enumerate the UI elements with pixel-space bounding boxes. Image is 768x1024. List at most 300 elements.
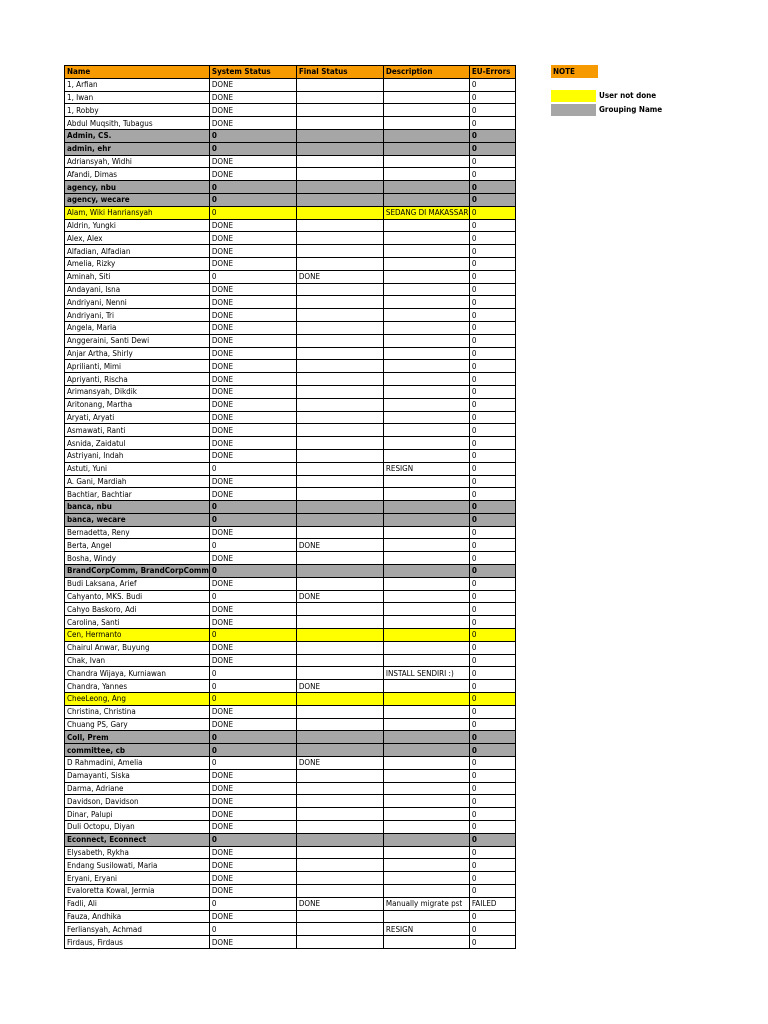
cell-final-status[interactable]	[296, 859, 383, 872]
cell-name[interactable]: Chuang PS, Gary	[65, 718, 210, 731]
cell-final-status[interactable]	[296, 129, 383, 142]
cell-eu-errors[interactable]: 0	[469, 321, 515, 334]
cell-eu-errors[interactable]: 0	[469, 411, 515, 424]
cell-eu-errors[interactable]: 0	[469, 424, 515, 437]
cell-system-status[interactable]: DONE	[209, 782, 296, 795]
cell-name[interactable]: Adriansyah, Widhi	[65, 155, 210, 168]
cell-name[interactable]: Aritonang, Martha	[65, 398, 210, 411]
cell-system-status[interactable]: 0	[209, 270, 296, 283]
cell-name[interactable]: Anjar Artha, Shirly	[65, 347, 210, 360]
cell-system-status[interactable]: 0	[209, 693, 296, 706]
cell-name[interactable]: Chandra, Yannes	[65, 680, 210, 693]
cell-eu-errors[interactable]: FAILED	[469, 897, 515, 910]
cell-final-status[interactable]	[296, 718, 383, 731]
cell-eu-errors[interactable]: 0	[469, 795, 515, 808]
cell-name[interactable]: Davidson, Davidson	[65, 795, 210, 808]
cell-final-status[interactable]	[296, 769, 383, 782]
cell-description[interactable]	[383, 283, 469, 296]
cell-final-status[interactable]	[296, 565, 383, 578]
cell-name[interactable]: Andriyani, Nenni	[65, 296, 210, 309]
cell-system-status[interactable]: DONE	[209, 769, 296, 782]
cell-eu-errors[interactable]: 0	[469, 219, 515, 232]
cell-name[interactable]: Andriyani, Tri	[65, 309, 210, 322]
cell-name[interactable]: Bernadetta, Reny	[65, 526, 210, 539]
cell-name[interactable]: Admin, CS.	[65, 129, 210, 142]
cell-name[interactable]: Cahyo Baskoro, Adi	[65, 603, 210, 616]
cell-description[interactable]	[383, 129, 469, 142]
cell-name[interactable]: BrandCorpComm, BrandCorpComm	[65, 565, 210, 578]
cell-system-status[interactable]: DONE	[209, 437, 296, 450]
cell-eu-errors[interactable]: 0	[469, 577, 515, 590]
cell-name[interactable]: Elysabeth, Rykha	[65, 846, 210, 859]
cell-eu-errors[interactable]: 0	[469, 641, 515, 654]
cell-final-status[interactable]	[296, 488, 383, 501]
cell-description[interactable]: Manually migrate pst	[383, 897, 469, 910]
cell-final-status[interactable]	[296, 552, 383, 565]
header-description[interactable]: Description	[383, 66, 469, 79]
cell-final-status[interactable]	[296, 936, 383, 949]
cell-eu-errors[interactable]: 0	[469, 513, 515, 526]
cell-description[interactable]	[383, 603, 469, 616]
cell-description[interactable]	[383, 193, 469, 206]
cell-name[interactable]: Afandi, Dimas	[65, 168, 210, 181]
cell-eu-errors[interactable]: 0	[469, 603, 515, 616]
cell-name[interactable]: banca, wecare	[65, 513, 210, 526]
cell-system-status[interactable]: 0	[209, 744, 296, 757]
cell-description[interactable]	[383, 245, 469, 258]
cell-system-status[interactable]: 0	[209, 193, 296, 206]
cell-eu-errors[interactable]: 0	[469, 590, 515, 603]
cell-description[interactable]	[383, 680, 469, 693]
cell-name[interactable]: Alam, Wiki Hanriansyah	[65, 206, 210, 219]
cell-system-status[interactable]: DONE	[209, 117, 296, 130]
cell-eu-errors[interactable]: 0	[469, 693, 515, 706]
cell-description[interactable]	[383, 334, 469, 347]
cell-final-status[interactable]	[296, 78, 383, 91]
cell-eu-errors[interactable]: 0	[469, 846, 515, 859]
cell-name[interactable]: Darma, Adriane	[65, 782, 210, 795]
cell-system-status[interactable]: DONE	[209, 155, 296, 168]
cell-final-status[interactable]	[296, 501, 383, 514]
cell-system-status[interactable]: 0	[209, 129, 296, 142]
cell-description[interactable]	[383, 872, 469, 885]
cell-eu-errors[interactable]: 0	[469, 334, 515, 347]
cell-final-status[interactable]	[296, 385, 383, 398]
cell-name[interactable]: D Rahmadini, Amelia	[65, 757, 210, 770]
cell-description[interactable]	[383, 577, 469, 590]
cell-eu-errors[interactable]: 0	[469, 449, 515, 462]
cell-system-status[interactable]: DONE	[209, 232, 296, 245]
cell-name[interactable]: Carolina, Santi	[65, 616, 210, 629]
cell-eu-errors[interactable]: 0	[469, 104, 515, 117]
cell-eu-errors[interactable]: 0	[469, 437, 515, 450]
cell-eu-errors[interactable]: 0	[469, 821, 515, 834]
cell-system-status[interactable]: DONE	[209, 360, 296, 373]
cell-name[interactable]: Fadli, Ali	[65, 897, 210, 910]
cell-description[interactable]	[383, 616, 469, 629]
cell-description[interactable]	[383, 641, 469, 654]
cell-name[interactable]: Angela, Maria	[65, 321, 210, 334]
cell-description[interactable]	[383, 885, 469, 898]
cell-eu-errors[interactable]: 0	[469, 270, 515, 283]
cell-final-status[interactable]	[296, 667, 383, 680]
cell-description[interactable]	[383, 654, 469, 667]
cell-final-status[interactable]: DONE	[296, 757, 383, 770]
cell-description[interactable]	[383, 846, 469, 859]
cell-name[interactable]: banca, nbu	[65, 501, 210, 514]
cell-description[interactable]	[383, 181, 469, 194]
cell-system-status[interactable]: DONE	[209, 449, 296, 462]
cell-final-status[interactable]: DONE	[296, 539, 383, 552]
cell-final-status[interactable]	[296, 449, 383, 462]
cell-description[interactable]	[383, 398, 469, 411]
cell-name[interactable]: 1, Arfian	[65, 78, 210, 91]
cell-name[interactable]: Asnida, Zaidatul	[65, 437, 210, 450]
cell-eu-errors[interactable]: 0	[469, 885, 515, 898]
cell-eu-errors[interactable]: 0	[469, 539, 515, 552]
cell-eu-errors[interactable]: 0	[469, 667, 515, 680]
cell-description[interactable]	[383, 296, 469, 309]
cell-final-status[interactable]	[296, 885, 383, 898]
cell-system-status[interactable]: 0	[209, 897, 296, 910]
cell-system-status[interactable]: 0	[209, 833, 296, 846]
cell-eu-errors[interactable]: 0	[469, 296, 515, 309]
cell-eu-errors[interactable]: 0	[469, 168, 515, 181]
cell-system-status[interactable]: 0	[209, 142, 296, 155]
cell-final-status[interactable]	[296, 117, 383, 130]
cell-description[interactable]	[383, 475, 469, 488]
cell-final-status[interactable]	[296, 155, 383, 168]
cell-name[interactable]: Chandra Wijaya, Kurniawan	[65, 667, 210, 680]
cell-description[interactable]	[383, 821, 469, 834]
cell-system-status[interactable]: 0	[209, 501, 296, 514]
cell-name[interactable]: Dinar, Palupi	[65, 808, 210, 821]
cell-system-status[interactable]: 0	[209, 731, 296, 744]
cell-description[interactable]	[383, 757, 469, 770]
cell-system-status[interactable]: DONE	[209, 104, 296, 117]
cell-name[interactable]: agency, wecare	[65, 193, 210, 206]
cell-final-status[interactable]	[296, 833, 383, 846]
cell-description[interactable]	[383, 808, 469, 821]
cell-system-status[interactable]: 0	[209, 667, 296, 680]
header-final-status[interactable]: Final Status	[296, 66, 383, 79]
cell-description[interactable]	[383, 769, 469, 782]
cell-system-status[interactable]: DONE	[209, 385, 296, 398]
cell-final-status[interactable]	[296, 206, 383, 219]
cell-final-status[interactable]	[296, 923, 383, 936]
cell-description[interactable]	[383, 232, 469, 245]
cell-description[interactable]	[383, 590, 469, 603]
cell-system-status[interactable]: DONE	[209, 91, 296, 104]
header-name[interactable]: Name	[65, 66, 210, 79]
cell-system-status[interactable]: DONE	[209, 846, 296, 859]
cell-description[interactable]	[383, 142, 469, 155]
cell-name[interactable]: A. Gani, Mardiah	[65, 475, 210, 488]
cell-final-status[interactable]	[296, 475, 383, 488]
cell-system-status[interactable]: DONE	[209, 872, 296, 885]
cell-final-status[interactable]	[296, 821, 383, 834]
cell-description[interactable]	[383, 360, 469, 373]
cell-final-status[interactable]: DONE	[296, 590, 383, 603]
cell-eu-errors[interactable]: 0	[469, 782, 515, 795]
cell-name[interactable]: Duli Octopu, Diyan	[65, 821, 210, 834]
cell-eu-errors[interactable]: 0	[469, 117, 515, 130]
cell-final-status[interactable]	[296, 641, 383, 654]
cell-final-status[interactable]: DONE	[296, 680, 383, 693]
cell-description[interactable]	[383, 731, 469, 744]
cell-description[interactable]	[383, 795, 469, 808]
cell-final-status[interactable]	[296, 744, 383, 757]
cell-system-status[interactable]: DONE	[209, 795, 296, 808]
cell-final-status[interactable]	[296, 245, 383, 258]
cell-description[interactable]	[383, 501, 469, 514]
cell-description[interactable]	[383, 488, 469, 501]
cell-name[interactable]: Arimansyah, Dikdik	[65, 385, 210, 398]
cell-final-status[interactable]	[296, 846, 383, 859]
cell-final-status[interactable]: DONE	[296, 897, 383, 910]
cell-final-status[interactable]	[296, 808, 383, 821]
cell-final-status[interactable]	[296, 910, 383, 923]
cell-eu-errors[interactable]: 0	[469, 78, 515, 91]
cell-system-status[interactable]: DONE	[209, 577, 296, 590]
cell-system-status[interactable]: 0	[209, 590, 296, 603]
cell-description[interactable]	[383, 705, 469, 718]
cell-system-status[interactable]: DONE	[209, 654, 296, 667]
cell-system-status[interactable]: DONE	[209, 718, 296, 731]
cell-description[interactable]	[383, 155, 469, 168]
cell-name[interactable]: Damayanti, Siska	[65, 769, 210, 782]
cell-name[interactable]: Chak, Ivan	[65, 654, 210, 667]
cell-final-status[interactable]	[296, 360, 383, 373]
cell-description[interactable]	[383, 539, 469, 552]
cell-description[interactable]	[383, 373, 469, 386]
cell-system-status[interactable]: 0	[209, 565, 296, 578]
cell-name[interactable]: Ferliansyah, Achmad	[65, 923, 210, 936]
cell-final-status[interactable]	[296, 193, 383, 206]
cell-system-status[interactable]: DONE	[209, 219, 296, 232]
cell-system-status[interactable]: 0	[209, 539, 296, 552]
cell-description[interactable]	[383, 859, 469, 872]
cell-system-status[interactable]: DONE	[209, 334, 296, 347]
cell-name[interactable]: Astuti, Yuni	[65, 462, 210, 475]
cell-eu-errors[interactable]: 0	[469, 923, 515, 936]
cell-final-status[interactable]	[296, 181, 383, 194]
cell-eu-errors[interactable]: 0	[469, 552, 515, 565]
cell-final-status[interactable]	[296, 731, 383, 744]
cell-name[interactable]: 1, Iwan	[65, 91, 210, 104]
cell-eu-errors[interactable]: 0	[469, 155, 515, 168]
cell-description[interactable]	[383, 718, 469, 731]
cell-description[interactable]: RESIGN	[383, 462, 469, 475]
cell-system-status[interactable]: 0	[209, 513, 296, 526]
cell-name[interactable]: Aldrin, Yungki	[65, 219, 210, 232]
cell-eu-errors[interactable]: 0	[469, 744, 515, 757]
cell-final-status[interactable]	[296, 629, 383, 642]
cell-final-status[interactable]	[296, 616, 383, 629]
cell-eu-errors[interactable]: 0	[469, 629, 515, 642]
header-eu-errors[interactable]: EU-Errors	[469, 66, 515, 79]
cell-system-status[interactable]: DONE	[209, 616, 296, 629]
cell-eu-errors[interactable]: 0	[469, 129, 515, 142]
cell-name[interactable]: Berta, Angel	[65, 539, 210, 552]
cell-system-status[interactable]: DONE	[209, 373, 296, 386]
cell-eu-errors[interactable]: 0	[469, 501, 515, 514]
cell-name[interactable]: Coll, Prem	[65, 731, 210, 744]
cell-description[interactable]: RESIGN	[383, 923, 469, 936]
cell-final-status[interactable]	[296, 219, 383, 232]
cell-eu-errors[interactable]: 0	[469, 526, 515, 539]
cell-eu-errors[interactable]: 0	[469, 872, 515, 885]
cell-final-status[interactable]	[296, 654, 383, 667]
cell-name[interactable]: Bachtiar, Bachtiar	[65, 488, 210, 501]
cell-system-status[interactable]: DONE	[209, 705, 296, 718]
cell-eu-errors[interactable]: 0	[469, 475, 515, 488]
cell-name[interactable]: Cahyanto, MKS. Budi	[65, 590, 210, 603]
cell-final-status[interactable]	[296, 398, 383, 411]
cell-name[interactable]: Christina, Christina	[65, 705, 210, 718]
cell-name[interactable]: Apriyanti, Rischa	[65, 373, 210, 386]
cell-description[interactable]	[383, 449, 469, 462]
cell-eu-errors[interactable]: 0	[469, 718, 515, 731]
cell-description[interactable]	[383, 117, 469, 130]
cell-description[interactable]	[383, 257, 469, 270]
cell-final-status[interactable]	[296, 437, 383, 450]
cell-system-status[interactable]: DONE	[209, 603, 296, 616]
cell-name[interactable]: Astriyani, Indah	[65, 449, 210, 462]
cell-description[interactable]	[383, 744, 469, 757]
cell-system-status[interactable]: DONE	[209, 475, 296, 488]
cell-final-status[interactable]	[296, 347, 383, 360]
cell-description[interactable]: SEDANG DI MAKASSAR	[383, 206, 469, 219]
cell-final-status[interactable]	[296, 321, 383, 334]
cell-system-status[interactable]: DONE	[209, 411, 296, 424]
cell-name[interactable]: Andayani, Isna	[65, 283, 210, 296]
cell-name[interactable]: Asmawati, Ranti	[65, 424, 210, 437]
cell-final-status[interactable]	[296, 705, 383, 718]
cell-description[interactable]	[383, 833, 469, 846]
cell-system-status[interactable]: DONE	[209, 347, 296, 360]
cell-eu-errors[interactable]: 0	[469, 910, 515, 923]
cell-name[interactable]: Firdaus, Firdaus	[65, 936, 210, 949]
cell-description[interactable]	[383, 411, 469, 424]
cell-eu-errors[interactable]: 0	[469, 245, 515, 258]
cell-eu-errors[interactable]: 0	[469, 283, 515, 296]
cell-system-status[interactable]: 0	[209, 757, 296, 770]
cell-eu-errors[interactable]: 0	[469, 654, 515, 667]
cell-eu-errors[interactable]: 0	[469, 193, 515, 206]
cell-final-status[interactable]	[296, 513, 383, 526]
cell-system-status[interactable]: DONE	[209, 910, 296, 923]
cell-system-status[interactable]: DONE	[209, 641, 296, 654]
cell-name[interactable]: admin, ehr	[65, 142, 210, 155]
cell-description[interactable]	[383, 104, 469, 117]
cell-system-status[interactable]: 0	[209, 206, 296, 219]
cell-name[interactable]: Econnect, Econnect	[65, 833, 210, 846]
cell-final-status[interactable]	[296, 283, 383, 296]
cell-eu-errors[interactable]: 0	[469, 309, 515, 322]
header-system-status[interactable]: System Status	[209, 66, 296, 79]
cell-name[interactable]: agency, nbu	[65, 181, 210, 194]
cell-eu-errors[interactable]: 0	[469, 206, 515, 219]
cell-eu-errors[interactable]: 0	[469, 462, 515, 475]
cell-eu-errors[interactable]: 0	[469, 488, 515, 501]
cell-name[interactable]: Cen, Hermanto	[65, 629, 210, 642]
cell-final-status[interactable]	[296, 142, 383, 155]
cell-system-status[interactable]: DONE	[209, 552, 296, 565]
cell-description[interactable]	[383, 309, 469, 322]
cell-final-status[interactable]	[296, 309, 383, 322]
cell-final-status[interactable]	[296, 603, 383, 616]
cell-name[interactable]: Amelia, Rizky	[65, 257, 210, 270]
cell-system-status[interactable]: 0	[209, 181, 296, 194]
cell-description[interactable]	[383, 321, 469, 334]
cell-eu-errors[interactable]: 0	[469, 232, 515, 245]
cell-name[interactable]: 1, Robby	[65, 104, 210, 117]
cell-eu-errors[interactable]: 0	[469, 565, 515, 578]
cell-final-status[interactable]	[296, 577, 383, 590]
cell-description[interactable]	[383, 424, 469, 437]
cell-final-status[interactable]	[296, 693, 383, 706]
cell-system-status[interactable]: 0	[209, 462, 296, 475]
cell-name[interactable]: Aprilianti, Mimi	[65, 360, 210, 373]
cell-final-status[interactable]	[296, 257, 383, 270]
cell-description[interactable]	[383, 270, 469, 283]
cell-eu-errors[interactable]: 0	[469, 808, 515, 821]
cell-description[interactable]	[383, 782, 469, 795]
cell-final-status[interactable]	[296, 795, 383, 808]
cell-description[interactable]	[383, 629, 469, 642]
cell-eu-errors[interactable]: 0	[469, 373, 515, 386]
cell-final-status[interactable]	[296, 526, 383, 539]
cell-description[interactable]	[383, 385, 469, 398]
cell-final-status[interactable]	[296, 104, 383, 117]
cell-eu-errors[interactable]: 0	[469, 705, 515, 718]
cell-name[interactable]: Budi Laksana, Arief	[65, 577, 210, 590]
cell-eu-errors[interactable]: 0	[469, 859, 515, 872]
cell-description[interactable]	[383, 552, 469, 565]
cell-final-status[interactable]	[296, 334, 383, 347]
cell-name[interactable]: Aryati, Aryati	[65, 411, 210, 424]
cell-name[interactable]: Chairul Anwar, Buyung	[65, 641, 210, 654]
cell-final-status[interactable]	[296, 462, 383, 475]
cell-description[interactable]	[383, 168, 469, 181]
cell-eu-errors[interactable]: 0	[469, 385, 515, 398]
cell-description[interactable]	[383, 936, 469, 949]
cell-eu-errors[interactable]: 0	[469, 731, 515, 744]
cell-description[interactable]	[383, 219, 469, 232]
cell-system-status[interactable]: DONE	[209, 309, 296, 322]
cell-eu-errors[interactable]: 0	[469, 257, 515, 270]
cell-name[interactable]: Endang Susilowati, Maria	[65, 859, 210, 872]
cell-system-status[interactable]: DONE	[209, 821, 296, 834]
cell-eu-errors[interactable]: 0	[469, 616, 515, 629]
cell-final-status[interactable]	[296, 232, 383, 245]
cell-system-status[interactable]: 0	[209, 629, 296, 642]
cell-final-status[interactable]	[296, 168, 383, 181]
cell-name[interactable]: Fauza, Andhika	[65, 910, 210, 923]
cell-name[interactable]: Bosha, Windy	[65, 552, 210, 565]
cell-system-status[interactable]: DONE	[209, 936, 296, 949]
cell-eu-errors[interactable]: 0	[469, 757, 515, 770]
cell-system-status[interactable]: DONE	[209, 257, 296, 270]
cell-description[interactable]	[383, 693, 469, 706]
cell-system-status[interactable]: DONE	[209, 808, 296, 821]
cell-eu-errors[interactable]: 0	[469, 360, 515, 373]
cell-description[interactable]	[383, 513, 469, 526]
cell-description[interactable]	[383, 565, 469, 578]
cell-system-status[interactable]: DONE	[209, 424, 296, 437]
cell-system-status[interactable]: DONE	[209, 283, 296, 296]
